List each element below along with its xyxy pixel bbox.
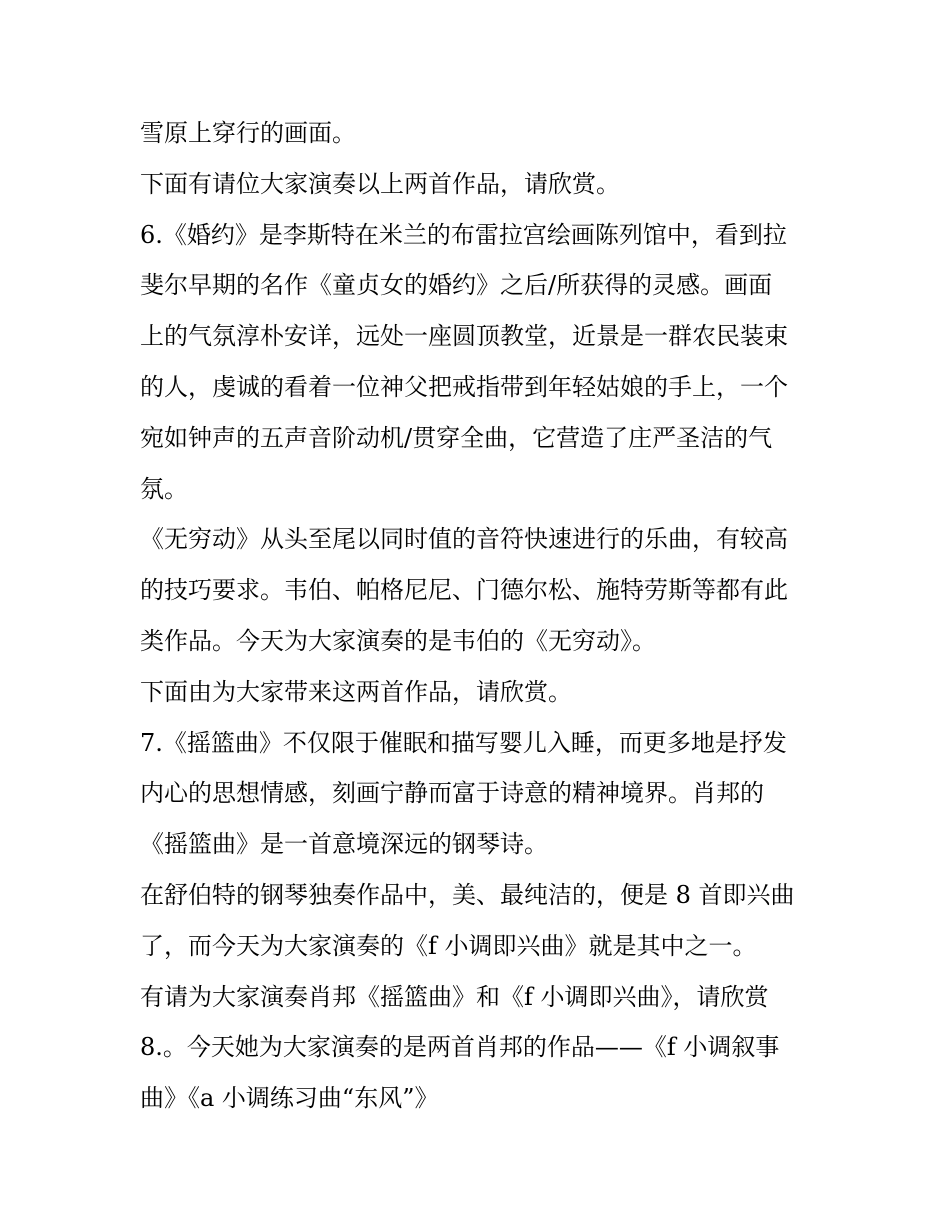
text-line: 7.《摇篮曲》不仅限于催眠和描写婴儿入睡，而更多地是抒发 [140,728,787,757]
text-line: 斐尔早期的名作《童贞女的婚约》之后/所获得的灵感。画面 [140,271,773,300]
text-line: 内心的思想情感，刻画宁静而富于诗意的精神境界。肖邦的 [140,779,764,808]
text-line: 有请为大家演奏肖邦《摇篮曲》和《f 小调即兴曲》，请欣赏 [140,982,769,1011]
text-line: 的人，虔诚的看着一位神父把戒指带到年轻姑娘的手上，一个 [140,372,788,401]
text-line: 下面由为大家带来这两首作品，请欣赏。 [140,677,572,706]
text-line: 《摇篮曲》是一首意境深远的钢琴诗。 [140,830,548,859]
text-line: 的技巧要求。韦伯、帕格尼尼、门德尔松、施特劳斯等都有此 [140,576,788,605]
text-line: 宛如钟声的五声音阶动机/贯穿全曲，它营造了庄严圣洁的气 [140,423,773,452]
text-line: 在舒伯特的钢琴独奏作品中，美、最纯洁的，便是 8 首即兴曲 [140,880,795,909]
text-line: 上的气氛淳朴安详，远处一座圆顶教堂，近景是一群农民装束 [140,322,788,351]
text-line: 8.。今天她为大家演奏的是两首肖邦的作品——《f 小调叙事 [140,1033,780,1062]
text-line: 氛。 [140,474,188,503]
text-line: 《无穷动》从头至尾以同时值的音符快速进行的乐曲，有较高 [140,525,788,554]
text-line: 下面有请位大家演奏以上两首作品，请欣赏。 [140,169,620,198]
text-line: 6.《婚约》是李斯特在米兰的布雷拉宫绘画陈列馆中，看到拉 [140,220,787,249]
text-line: 了，而今天为大家演奏的《f 小调即兴曲》就是其中之一。 [140,931,757,960]
body-text [140,108,820,1124]
text-line: 曲》《a 小调练习曲“东风”》 [140,1084,439,1113]
text-line: 类作品。今天为大家演奏的是韦伯的《无穷动》。 [140,626,656,655]
text-line: 雪原上穿行的画面。 [140,119,356,147]
